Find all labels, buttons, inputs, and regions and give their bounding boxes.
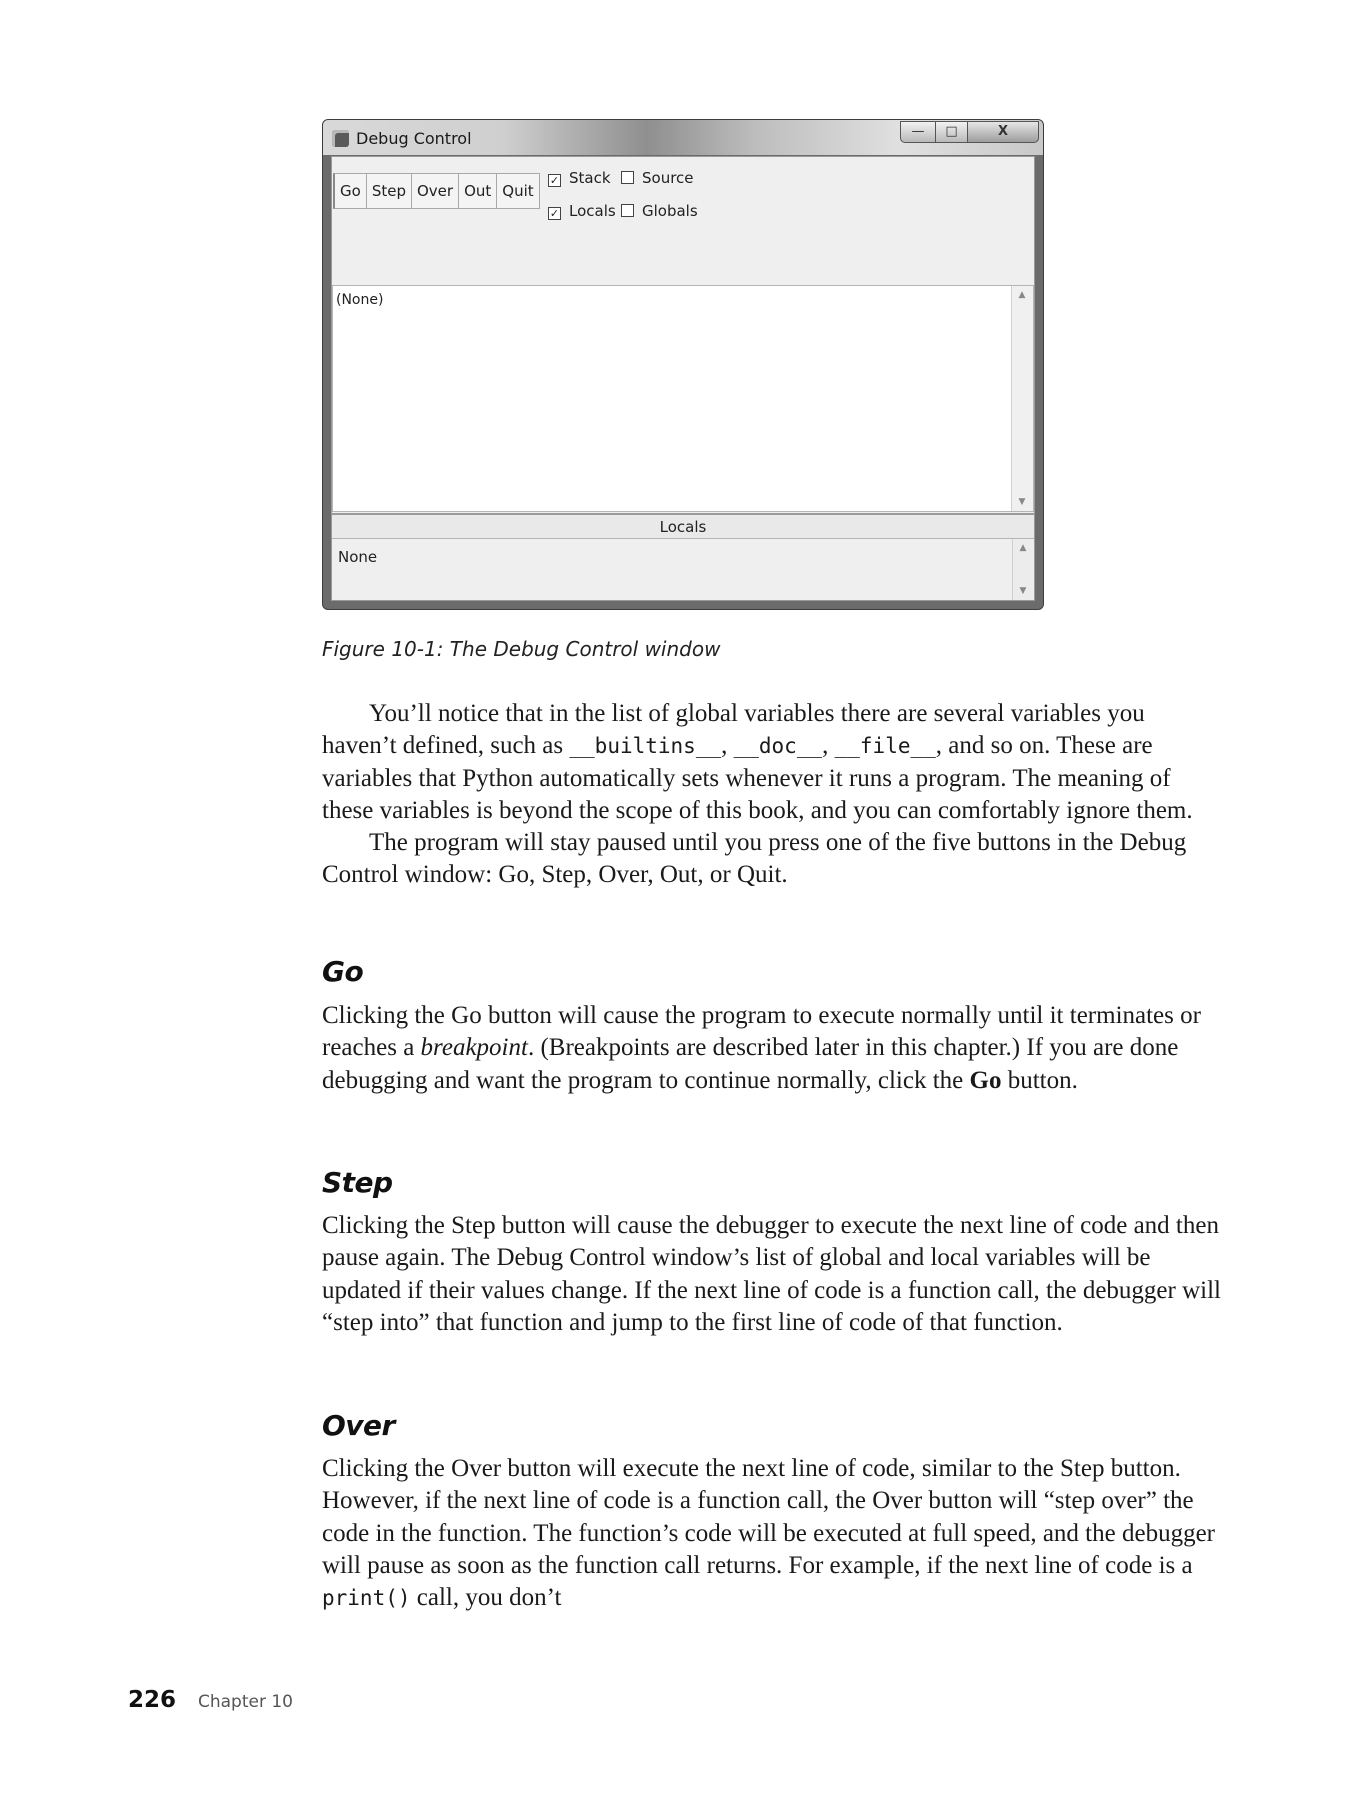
locals-header: Locals bbox=[332, 513, 1034, 539]
go-text-b: . (Breakpoints are described later in this chapter.) If you are done debugging and want the program to continue normally, click the bbox=[322, 1034, 1179, 1094]
scroll-down-icon[interactable]: ▼ bbox=[1019, 586, 1027, 596]
go-heading: Go bbox=[322, 955, 364, 988]
step-section bbox=[322, 1210, 1222, 1339]
code-builtins: __builtins__ bbox=[569, 734, 722, 759]
go-text-a: Clicking the Go button will cause the program to execute normally until it terminates or reaches a bbox=[322, 1002, 1201, 1062]
code-print: print() bbox=[322, 1586, 411, 1611]
over-section bbox=[322, 1453, 1222, 1614]
go-section bbox=[322, 1000, 1222, 1097]
window-title: Debug Control bbox=[356, 129, 472, 148]
source-checkbox[interactable] bbox=[621, 169, 694, 187]
over-text-b: call, you don’t bbox=[410, 1584, 562, 1612]
globals-checkbox-label: Globals bbox=[642, 202, 698, 220]
source-checkbox-label: Source bbox=[642, 169, 694, 187]
stack-checkbox-label: Stack bbox=[569, 169, 611, 187]
intro-text-a: You’ll notice that in the list of global variables there are several variables you haven’t defined, such as bbox=[322, 700, 1145, 760]
go-bold: Go bbox=[969, 1066, 1002, 1094]
go-text-c: button. bbox=[1001, 1066, 1078, 1094]
over-button[interactable]: Over bbox=[411, 173, 459, 209]
locals-checkbox-box: ✓ bbox=[549, 207, 560, 220]
locals-scrollbar[interactable] bbox=[1012, 539, 1034, 600]
scroll-down-icon[interactable]: ▼ bbox=[1018, 497, 1026, 507]
window-titlebar[interactable] bbox=[323, 120, 1043, 155]
code-doc: __doc__ bbox=[733, 734, 823, 759]
scroll-up-icon[interactable]: ▲ bbox=[1019, 543, 1027, 553]
stack-pane[interactable] bbox=[332, 285, 1034, 512]
intro-paragraph-1 bbox=[322, 698, 1222, 827]
python-app-icon bbox=[332, 130, 349, 147]
stack-scrollbar[interactable] bbox=[1011, 286, 1033, 511]
quit-button[interactable]: Quit bbox=[496, 173, 539, 209]
source-checkbox-box bbox=[621, 171, 634, 184]
stack-checkbox[interactable] bbox=[548, 169, 611, 187]
out-button[interactable]: Out bbox=[458, 173, 497, 209]
intro-paragraph-2: The program will stay paused until you press one of the five buttons in the Debug Control window: Go, Step, Over, Out, or Quit. bbox=[322, 829, 1187, 889]
globals-checkbox[interactable] bbox=[621, 202, 698, 220]
step-paragraph: Clicking the Step button will cause the debugger to execute the next line of code and then pause again. The Debug Control window’s list of global and local variables will be updated if their values change. If the next line of code is a function call, the debugger will “step into” that function and jump to the first line of code of that function. bbox=[322, 1212, 1221, 1336]
intro-section bbox=[322, 698, 1222, 892]
intro-text-b: , and so on. These are variables that Python automatically sets whenever it runs a program. The meaning of these variables is beyond the scope of this book, and you can comfortably ignore them. bbox=[322, 732, 1193, 824]
minimize-icon[interactable]: — bbox=[900, 121, 936, 143]
over-heading: Over bbox=[322, 1409, 395, 1442]
globals-checkbox-box bbox=[621, 204, 634, 217]
over-text-a: Clicking the Over button will execute the next line of code, similar to the Step button. However, if the next line of code is a function call, the Over button will “step over” the code in the function. The function’s code will be executed at full speed, and the debugger will pause as soon as the function call returns. For example, if the next line of code is a bbox=[322, 1455, 1215, 1579]
stack-checkbox-box: ✓ bbox=[549, 174, 560, 187]
page-number: 226 bbox=[128, 1687, 177, 1713]
stack-pane-text: (None) bbox=[336, 292, 384, 308]
locals-pane[interactable] bbox=[332, 539, 1034, 600]
maximize-icon[interactable]: □ bbox=[935, 121, 968, 143]
debug-control-figure bbox=[322, 119, 1044, 610]
close-icon[interactable]: X bbox=[967, 121, 1039, 143]
breakpoint-term: breakpoint bbox=[420, 1034, 528, 1062]
debug-button-row bbox=[333, 173, 539, 209]
go-button[interactable]: Go bbox=[333, 173, 367, 209]
locals-pane-text: None bbox=[338, 548, 378, 566]
over-paragraph bbox=[322, 1453, 1222, 1614]
step-heading: Step bbox=[322, 1166, 393, 1199]
locals-checkbox-label: Locals bbox=[569, 202, 616, 220]
locals-checkbox[interactable] bbox=[548, 202, 616, 220]
intro-sep-1: , bbox=[721, 732, 734, 760]
intro-sep-2: , bbox=[822, 732, 835, 760]
chapter-label: Chapter 10 bbox=[198, 1692, 294, 1712]
window-client-area bbox=[331, 156, 1035, 601]
go-paragraph bbox=[322, 1000, 1222, 1097]
scroll-up-icon[interactable]: ▲ bbox=[1018, 290, 1026, 300]
step-button[interactable]: Step bbox=[366, 173, 412, 209]
figure-caption: Figure 10-1: The Debug Control window bbox=[322, 637, 721, 661]
code-file: __file__ bbox=[834, 734, 936, 759]
